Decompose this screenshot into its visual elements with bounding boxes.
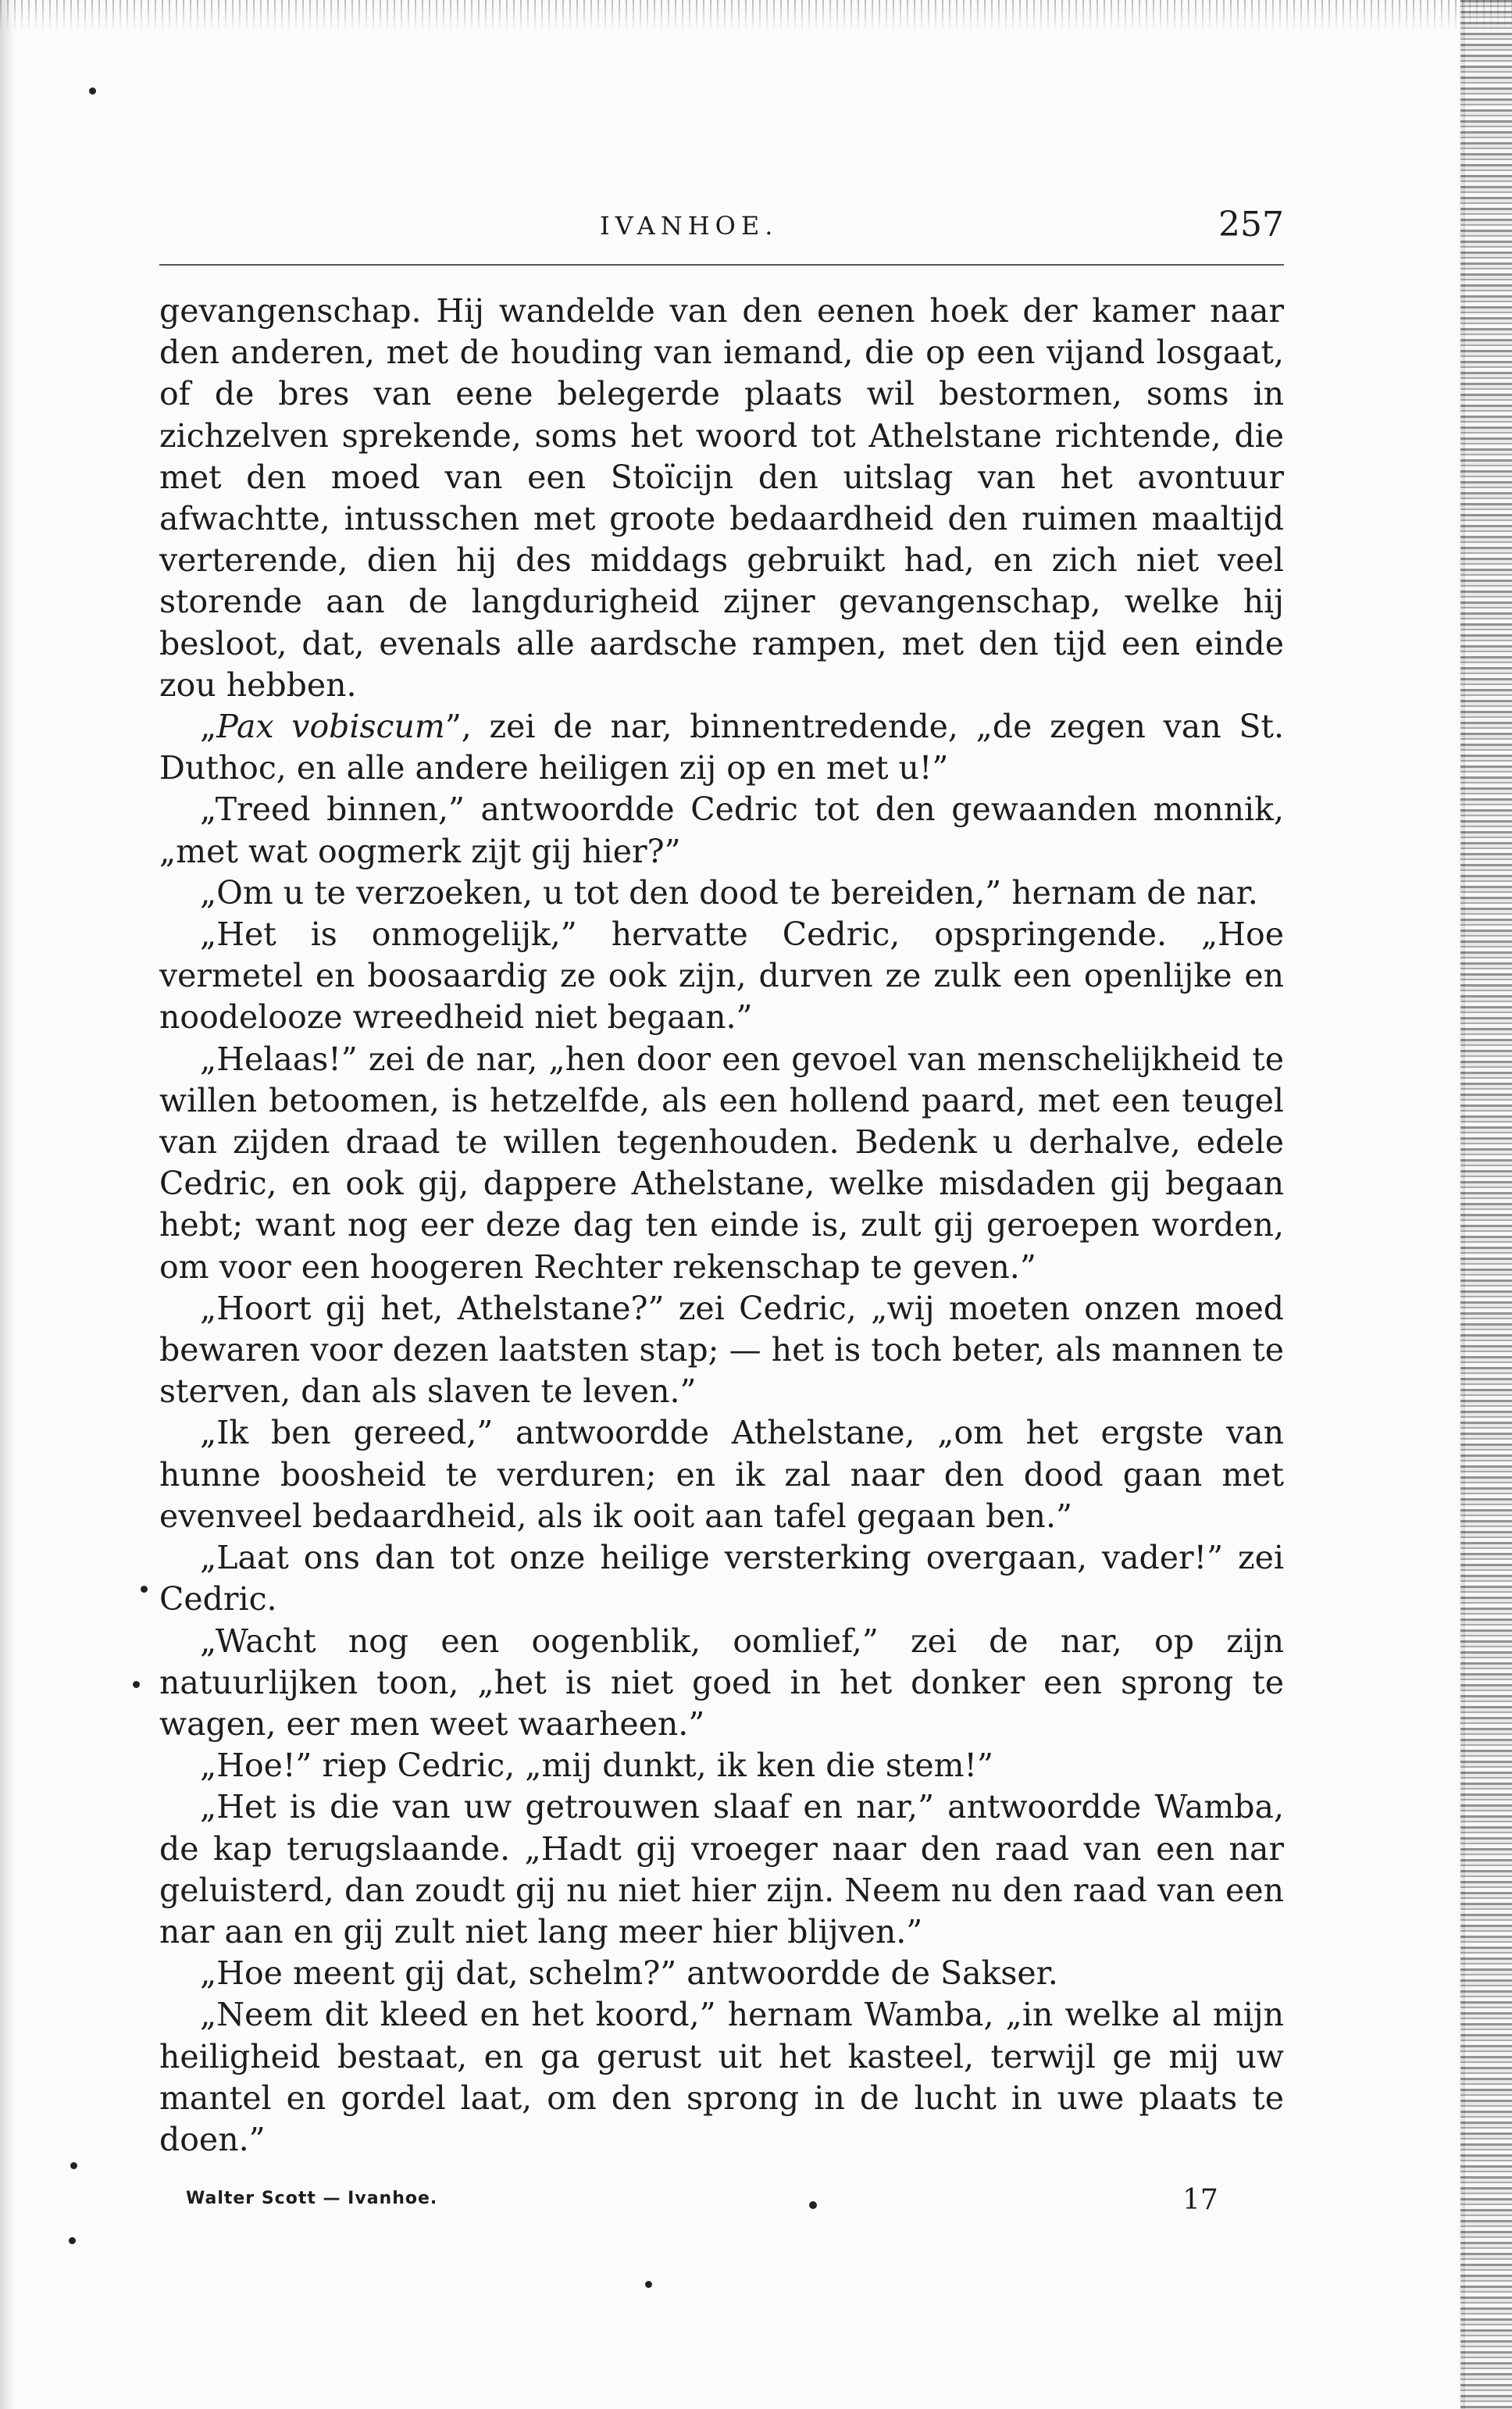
page-number: 257 bbox=[1218, 205, 1284, 244]
scan-edge-top bbox=[0, 0, 1512, 31]
paragraph: „Om u te verzoeken, u tot den dood te bereiden,” hernam de nar. bbox=[200, 873, 1258, 912]
paragraph: „Het is die van uw getrouwen slaaf en nar,” antwoordde Wamba, de kap terugslaande. „Hadt gij vroeger naar den raad van een nar geluisterd, dan zoudt gij nu niet hier zijn. Neem nu den raad van een nar aan en gij zult niet lang meer hier blijven.” bbox=[159, 1788, 1284, 1950]
ink-speck bbox=[809, 2201, 817, 2209]
scan-edge-left bbox=[0, 0, 14, 2409]
paragraph bbox=[159, 706, 1284, 789]
ink-speck bbox=[133, 1681, 140, 1688]
paragraph: „Helaas!” zei de nar, „hen door een gevoel van menschelijkheid te willen betoomen, is hetzelfde, als een hollend paard, met een teugel van zijden draad te willen tegenhouden. Bedenk u derhalve, edele Cedric, en ook gij, dappere Athelstane, welke misdaden gij begaan hebt; want nog eer deze dag ten einde is, zult gij geroepen worden, om voor een hoogeren Rechter rekenschap te geven.” bbox=[159, 1040, 1284, 1286]
paragraph-rest: ”, zei de nar, binnentredende, „de zegen van St. Duthoc, en alle andere heiligen zij op en met u!” bbox=[159, 708, 1284, 787]
ink-speck bbox=[141, 1586, 148, 1593]
paragraph: „Hoort gij het, Athelstane?” zei Cedric, „wij moeten onzen moed bewaren voor dezen laatsten stap; — het is toch beter, als mannen te sterven, dan als slaven te leven.” bbox=[159, 1289, 1284, 1411]
paragraph: „Hoe meent gij dat, schelm?” antwoordde de Sakser. bbox=[200, 1954, 1058, 1993]
header-rule bbox=[159, 264, 1284, 266]
scan-edge-right bbox=[1460, 0, 1512, 2409]
paragraph: „Ik ben gereed,” antwoordde Athelstane, „om het ergste van hunne boosheid te verduren; en ik zal naar den dood gaan met evenveel bedaardheid, als ik ooit aan tafel gegaan ben.” bbox=[159, 1414, 1284, 1535]
ink-speck bbox=[89, 87, 96, 95]
ink-speck bbox=[70, 2162, 77, 2169]
paragraph: „Treed binnen,” antwoordde Cedric tot den gewaanden monnik, „met wat oogmerk zijt gij hier?” bbox=[159, 791, 1284, 870]
paragraph: „Hoe!” riep Cedric, „mij dunkt, ik ken die stem!” bbox=[200, 1747, 993, 1785]
opening-quote: „ bbox=[200, 708, 217, 746]
paragraph: „Wacht nog een oogenblik, oomlief,” zei de nar, op zijn natuurlijken toon, „het is niet goed in het donker een sprong te wagen, eer men weet waarheen.” bbox=[159, 1622, 1284, 1743]
paragraph: „Laat ons dan tot onze heilige versterking overgaan, vader!” zei Cedric. bbox=[159, 1539, 1284, 1618]
ink-speck bbox=[645, 2281, 652, 2288]
running-header bbox=[159, 205, 1284, 259]
running-title: IVANHOE. bbox=[600, 211, 779, 241]
paragraph: gevangenschap. Hij wandelde van den eenen hoek der kamer naar den anderen, met de houding van iemand, die op een vijand losgaat, of de bres van eene belegerde plaats wil bestormen, soms in zichzelven sprekende, soms het woord tot Athelstane richtende, die met den moed van een Stoïcijn den uitslag van het avontuur afwachtte, intusschen met groote bedaardheid den ruimen maaltijd verterende, dien hij des middags gebruikt had, en zich niet veel storende aan de langdurigheid zijner gevangenschap, welke hij besloot, dat, evenals alle aardsche rampen, met den tijd een einde zou hebben. bbox=[159, 292, 1284, 704]
latin-phrase: Pax vobiscum bbox=[216, 708, 445, 746]
signature-line: Walter Scott — Ivanhoe. bbox=[186, 2189, 438, 2208]
paragraph: „Neem dit kleed en het koord,” hernam Wamba, „in welke al mijn heiligheid bestaat, en ga gerust uit het kasteel, terwijl ge mij uw mantel en gordel laat, om den sprong in de lucht in uwe plaats te doen.” bbox=[159, 1996, 1284, 2158]
body-text bbox=[159, 291, 1284, 2161]
ink-speck bbox=[69, 2237, 76, 2244]
sheet-number: 17 bbox=[1182, 2184, 1218, 2216]
paragraph: „Het is onmogelijk,” hervatte Cedric, opspringende. „Hoe vermetel en boosaardig ze ook zijn, durven ze zulk een openlijke en noodelooze wreedheid niet begaan.” bbox=[159, 915, 1284, 1037]
